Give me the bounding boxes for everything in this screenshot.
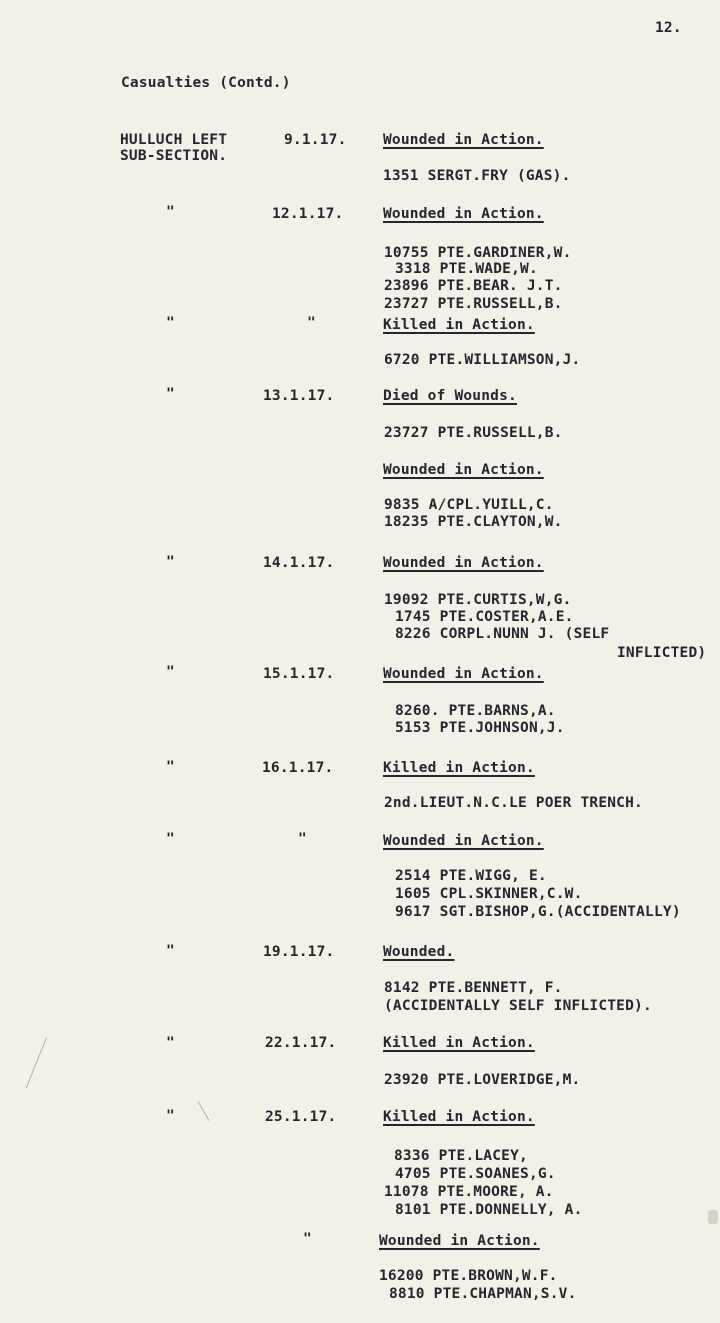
casualty-entry: 4705 PTE.SOANES,G. (395, 1166, 556, 1182)
casualty-entry: 23727 PTE.RUSSELL,B. (384, 296, 563, 312)
section-name: SUB-SECTION. (120, 148, 228, 164)
ditto-mark: " (166, 664, 175, 680)
casualty-entry: 5153 PTE.JOHNSON,J. (395, 720, 565, 736)
casualty-category: Wounded in Action. (383, 132, 544, 148)
casualty-entry: 19092 PTE.CURTIS,W,G. (384, 592, 572, 608)
casualty-category: Wounded in Action. (383, 555, 544, 571)
casualty-category: Wounded in Action. (383, 833, 544, 849)
entry-date: 16.1.17. (262, 760, 334, 776)
paper-smudge (708, 1210, 718, 1224)
casualty-entry: 2nd.LIEUT.N.C.LE POER TRENCH. (384, 795, 643, 811)
casualty-category: Wounded in Action. (383, 462, 544, 478)
entry-date: " (303, 1231, 312, 1247)
casualty-entry: 10755 PTE.GARDINER,W. (384, 245, 572, 261)
casualty-entry: 8101 PTE.DONNELLY, A. (395, 1202, 583, 1218)
page-heading: Casualties (Contd.) (121, 75, 291, 91)
casualty-entry: 1605 CPL.SKINNER,C.W. (395, 886, 583, 902)
ditto-mark: " (166, 386, 175, 402)
entry-date: 19.1.17. (263, 944, 335, 960)
casualty-entry: 11078 PTE.MOORE, A. (384, 1184, 554, 1200)
entry-date: " (298, 831, 307, 847)
casualty-category: Wounded in Action. (379, 1233, 540, 1249)
casualty-entry: 8336 PTE.LACEY, (394, 1148, 528, 1164)
entry-date: 25.1.17. (265, 1109, 337, 1125)
casualty-entry: 2514 PTE.WIGG, E. (395, 868, 547, 884)
ditto-mark: " (166, 759, 175, 775)
page-number: 12. (655, 20, 682, 36)
casualty-entry: 3318 PTE.WADE,W. (395, 261, 538, 277)
casualty-entry: 8260. PTE.BARNS,A. (395, 703, 556, 719)
entry-date: 15.1.17. (263, 666, 335, 682)
casualty-entry: 16200 PTE.BROWN,W.F. (379, 1268, 558, 1284)
ditto-mark: " (166, 1108, 175, 1124)
casualty-category: Wounded in Action. (383, 206, 544, 222)
entry-date: " (307, 315, 316, 331)
entry-date: 13.1.17. (263, 388, 335, 404)
casualty-category: Wounded. (383, 944, 455, 960)
casualty-category: Killed in Action. (383, 1109, 535, 1125)
paper-scratch (198, 1101, 210, 1121)
casualty-entry: 23896 PTE.BEAR. J.T. (384, 278, 563, 294)
ditto-mark: " (166, 204, 175, 220)
casualty-entry: 18235 PTE.CLAYTON,W. (384, 514, 563, 530)
casualty-entry: 9835 A/CPL.YUILL,C. (384, 497, 554, 513)
casualty-category: Wounded in Action. (383, 666, 544, 682)
ditto-mark: " (166, 943, 175, 959)
casualty-entry: INFLICTED) (617, 645, 707, 661)
casualty-entry: 8810 PTE.CHAPMAN,S.V. (389, 1286, 577, 1302)
entry-date: 12.1.17. (272, 206, 344, 222)
casualty-entry: 1745 PTE.COSTER,A.E. (395, 609, 574, 625)
entry-date: 9.1.17. (284, 132, 347, 148)
casualty-entry: 9617 SGT.BISHOP,G.(ACCIDENTALLY) (395, 904, 681, 920)
casualty-category: Killed in Action. (383, 1035, 535, 1051)
casualty-entry: 8226 CORPL.NUNN J. (SELF (395, 626, 610, 642)
casualty-entry: 23920 PTE.LOVERIDGE,M. (384, 1072, 581, 1088)
ditto-mark: " (166, 315, 175, 331)
casualty-entry: (ACCIDENTALLY SELF INFLICTED). (384, 998, 652, 1014)
entry-date: 14.1.17. (263, 555, 335, 571)
casualty-category: Killed in Action. (383, 317, 535, 333)
casualty-category: Died of Wounds. (383, 388, 517, 404)
casualty-entry: 6720 PTE.WILLIAMSON,J. (384, 352, 581, 368)
casualty-category: Killed in Action. (383, 760, 535, 776)
ditto-mark: " (166, 831, 175, 847)
paper-scratch (26, 1037, 48, 1088)
ditto-mark: " (166, 554, 175, 570)
casualty-entry: 8142 PTE.BENNETT, F. (384, 980, 563, 996)
section-name: HULLUCH LEFT (120, 132, 228, 148)
casualty-entry: 23727 PTE.RUSSELL,B. (384, 425, 563, 441)
ditto-mark: " (166, 1035, 175, 1051)
entry-date: 22.1.17. (265, 1035, 337, 1051)
casualty-entry: 1351 SERGT.FRY (GAS). (383, 168, 571, 184)
